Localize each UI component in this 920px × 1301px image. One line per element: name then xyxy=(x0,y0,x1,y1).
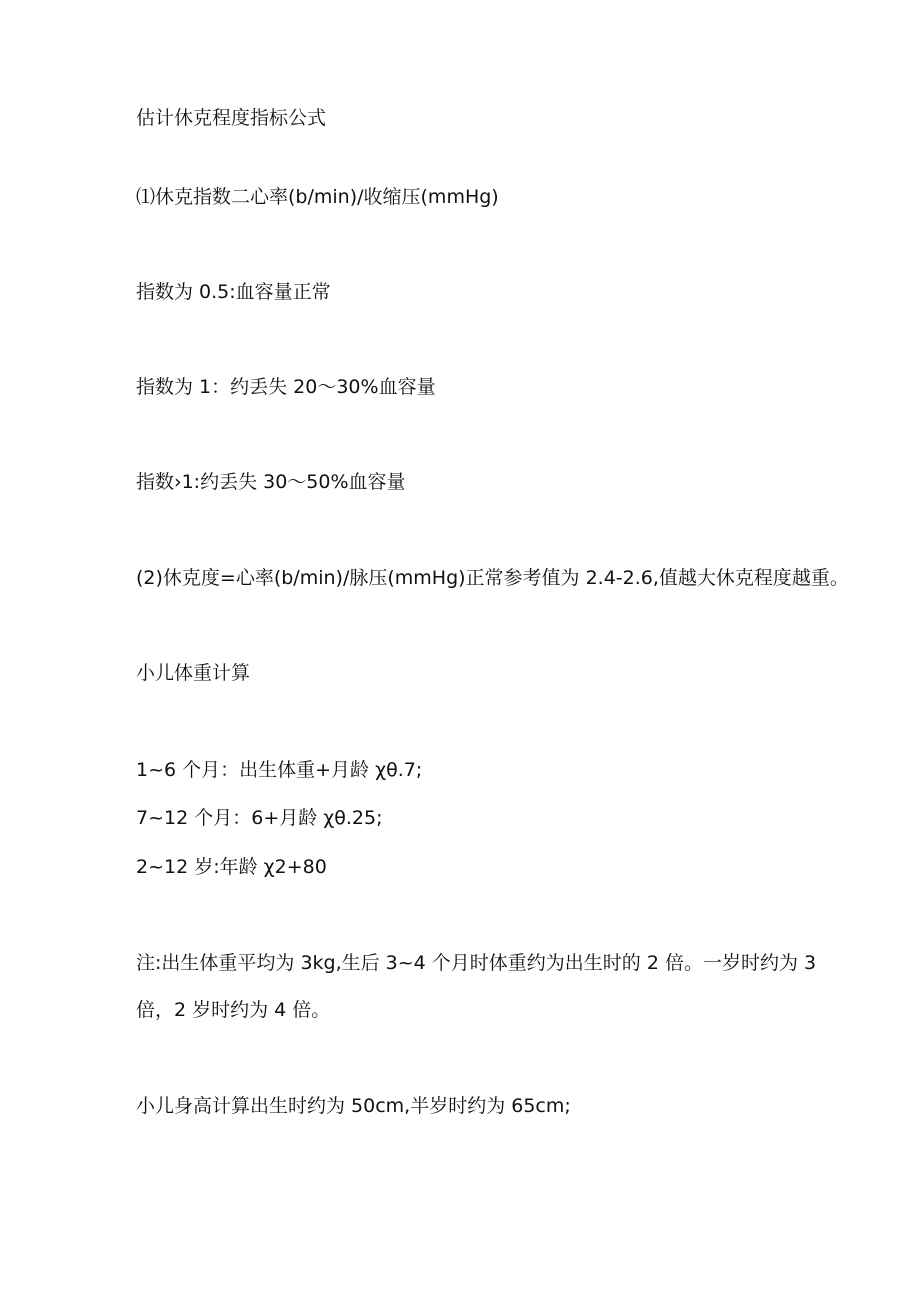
note-line-1: 注:出生体重平均为 3kg,生后 3~4 个月时体重约为出生时的 2 倍。一岁时约为 3 xyxy=(136,952,817,974)
heading-child-weight: 小儿体重计算 xyxy=(136,662,251,684)
weight-1-6-months: 1~6 个月：出生体重+月龄 χθ.7; xyxy=(136,759,423,781)
shock-degree-formula: (2)休克度=心率(b∕min)/脉压(mmHg)正常参考值为 2.4-2.6,值越大休克程度越重。 xyxy=(136,567,849,589)
index-0-5-line: 指数为 0.5:血容量正常 xyxy=(136,281,331,303)
heading-shock-index-formulas: 估计休克程度指标公式 xyxy=(136,107,327,129)
index-1-line: 指数为 1：约丢失 20〜30%血容量 xyxy=(136,376,436,398)
weight-7-12-months: 7~12 个月：6+月龄 χθ.25; xyxy=(136,807,383,829)
shock-index-formula: ⑴休克指数二心率(b∕min)/收缩压(mmHg) xyxy=(136,186,499,208)
note-line-2: 倍，2 岁时约为 4 倍。 xyxy=(136,999,331,1021)
index-over-1-line: 指数›1:约丢失 30〜50%血容量 xyxy=(136,471,406,493)
weight-2-12-years: 2~12 岁:年龄 χ2+80 xyxy=(136,856,327,878)
child-height-line: 小儿身高计算出生时约为 50cm,半岁时约为 65cm; xyxy=(136,1095,571,1117)
